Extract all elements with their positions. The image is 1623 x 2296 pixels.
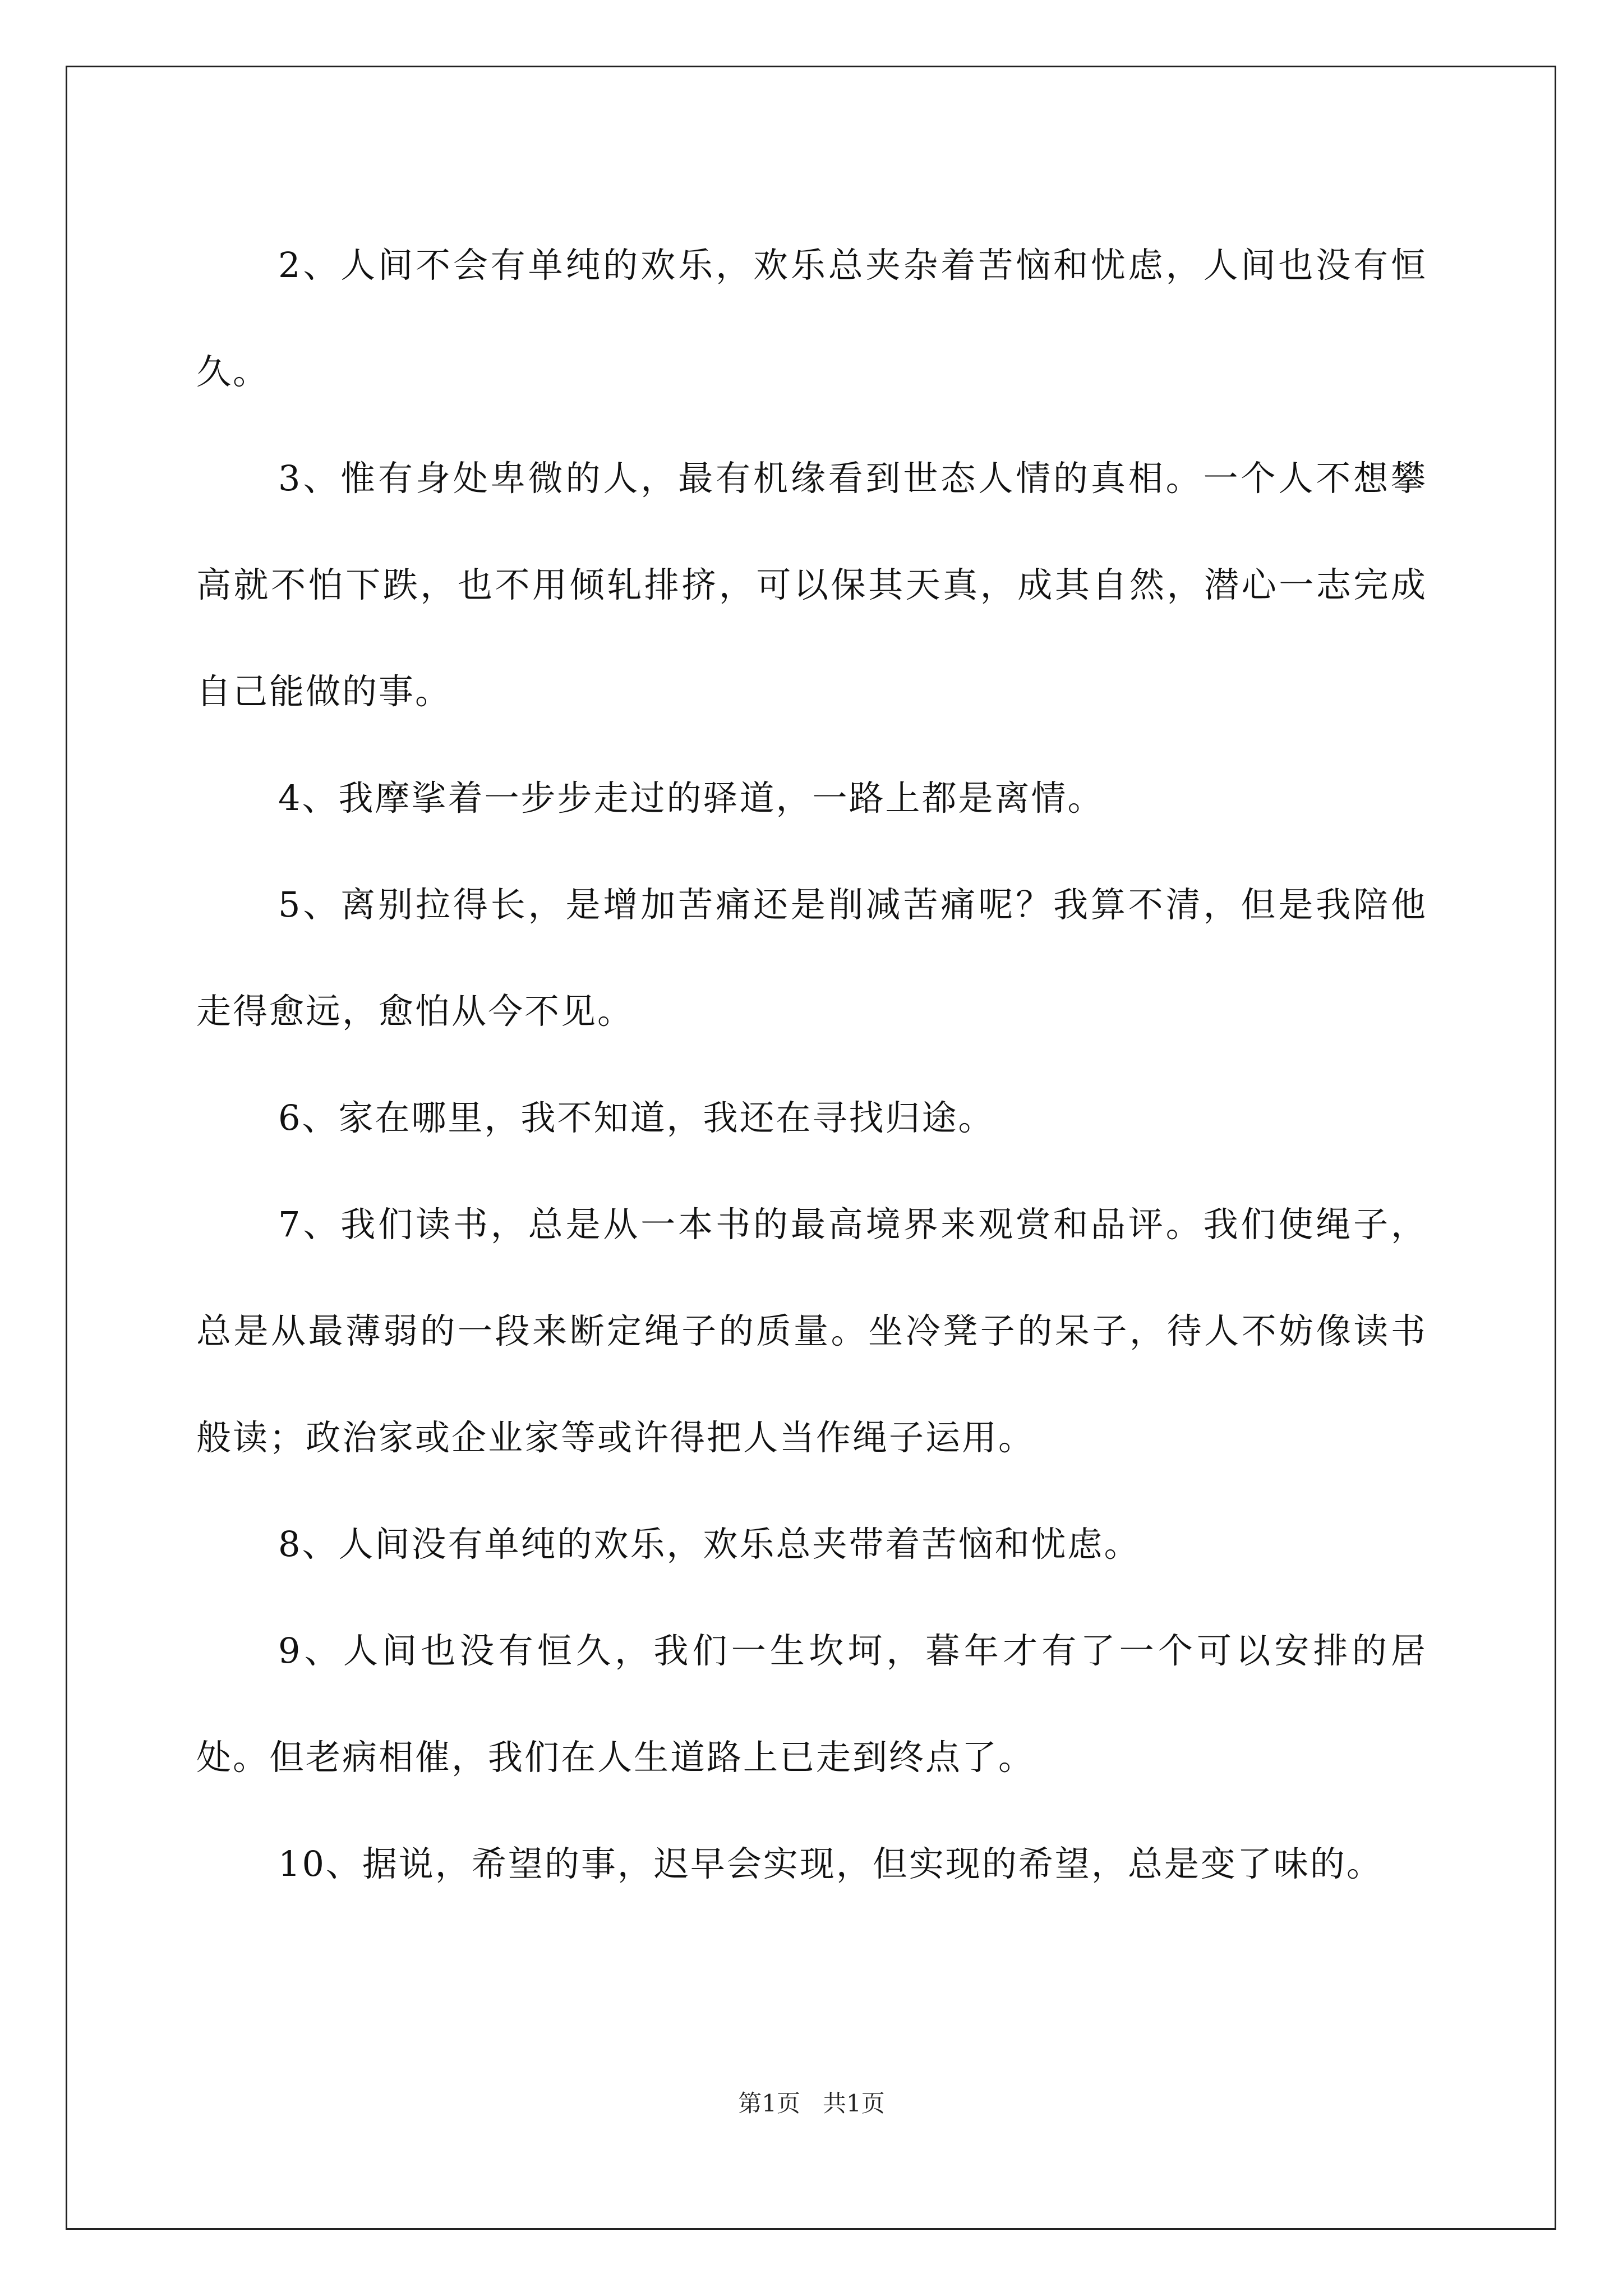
paragraph: 4、我摩挲着一步步走过的驿道，一路上都是离情。 xyxy=(278,777,1104,818)
paragraph: 3、惟有身处卑微的人，最有机缘看到世态人情的真相。一个人不想攀高就不怕下跌，也不用倾轧排挤，可以保其天真，成其自然，潜心一志完成自己能做的事。 xyxy=(196,458,1427,712)
page-total: 共1页 xyxy=(823,2090,885,2117)
paragraph: 5、离别拉得长，是增加苦痛还是削减苦痛呢？我算不清，但是我陪他走得愈远，愈怕从今不见。 xyxy=(196,884,1427,1032)
paragraph: 8、人间没有单纯的欢乐，欢乐总夹带着苦恼和忧虑。 xyxy=(278,1524,1141,1565)
paragraph: 6、家在哪里，我不知道，我还在寻找归途。 xyxy=(278,1097,995,1138)
paragraph: 7、我们读书，总是从一本书的最高境界来观赏和品评。我们使绳子，总是从最薄弱的一段来断定绳子的质量。坐冷凳子的呆子，待人不妨像读书般读；政治家或企业家等或许得把人当作绳子运用。 xyxy=(196,1204,1427,1458)
paragraph: 9、人间也没有恒久，我们一生坎坷，暮年才有了一个可以安排的居处。但老病相催，我们在人生道路上已走到终点了。 xyxy=(196,1630,1427,1778)
page-footer xyxy=(0,2087,1623,2120)
paragraph: 2、人间不会有单纯的欢乐，欢乐总夹杂着苦恼和忧虑，人间也没有恒久。 xyxy=(196,245,1427,392)
document-body xyxy=(196,212,1427,1917)
page-number: 第1页 xyxy=(738,2090,800,2117)
paragraph: 10、据说，希望的事，迟早会实现，但实现的希望，总是变了味的。 xyxy=(278,1843,1383,1884)
